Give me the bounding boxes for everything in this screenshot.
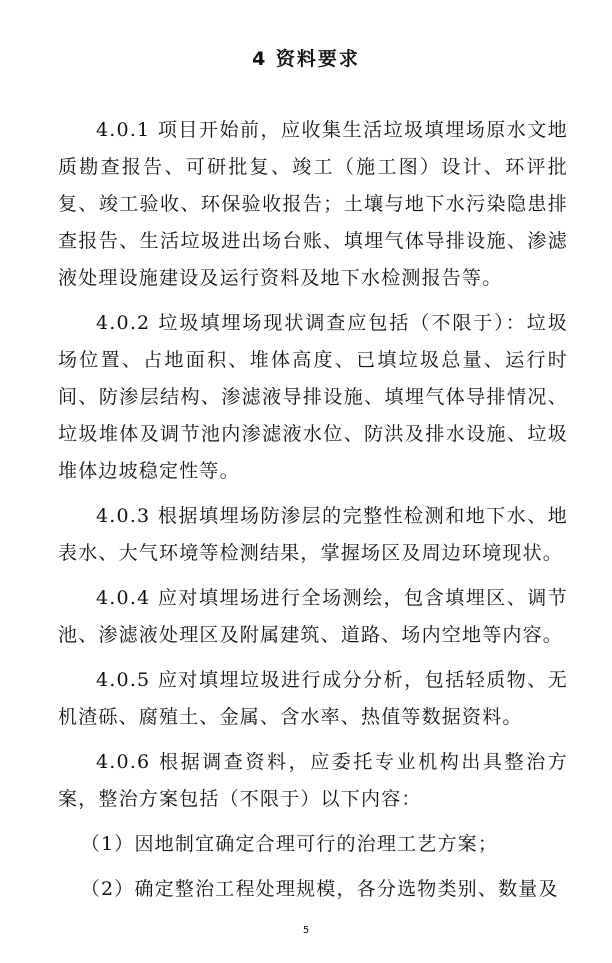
paragraph-4-0-5: 4.0.5 应对填埋垃圾进行成分分析，包括轻质物、无机渣砾、腐殖土、金属、含水率、热值等数据资料。 xyxy=(58,669,568,728)
paragraph-4-0-6: 4.0.6 根据调查资料，应委托专业机构出具整治方案，整治方案包括（不限于）以下内容： xyxy=(58,751,568,810)
paragraph-4-0-2: 4.0.2 垃圾填埋场现状调查应包括（不限于）：垃圾场位置、占地面积、堆体高度、已填垃圾总量、运行时间、防渗层结构、渗滤液导排设施、填埋气体导排情况、垃圾堆体及调节池内渗滤液水位、防洪及排水设施、垃圾堆体边坡稳定性等。 xyxy=(58,312,568,482)
list-item-2: （2）确定整治工程处理规模，各分选物类别、数量及 xyxy=(80,878,559,900)
paragraph-4-0-4: 4.0.4 应对填埋场进行全场测绘，包含填埋区、调节池、渗滤液处理区及附属建筑、道路、场内空地等内容。 xyxy=(58,587,568,646)
section-title: 4 资料要求 xyxy=(252,48,360,70)
paragraph-4-0-1: 4.0.1 项目开始前，应收集生活垃圾填埋场原水文地质勘查报告、可研批复、竣工（施工图）设计、环评批复、竣工验收、环保验收报告；土壤与地下水污染隐患排查报告、生活垃圾进出场台账、填埋气体导排设施、渗滤液处理设施建设及运行资料及地下水检测报告等。 xyxy=(58,119,568,289)
paragraph-4-0-3: 4.0.3 根据填埋场防渗层的完整性检测和地下水、地表水、大气环境等检测结果，掌握场区及周边环境现状。 xyxy=(58,505,568,564)
page-number: 5 xyxy=(302,925,310,936)
list-item-1: （1）因地制宜确定合理可行的治理工艺方案； xyxy=(80,833,499,855)
document-body xyxy=(58,112,568,916)
